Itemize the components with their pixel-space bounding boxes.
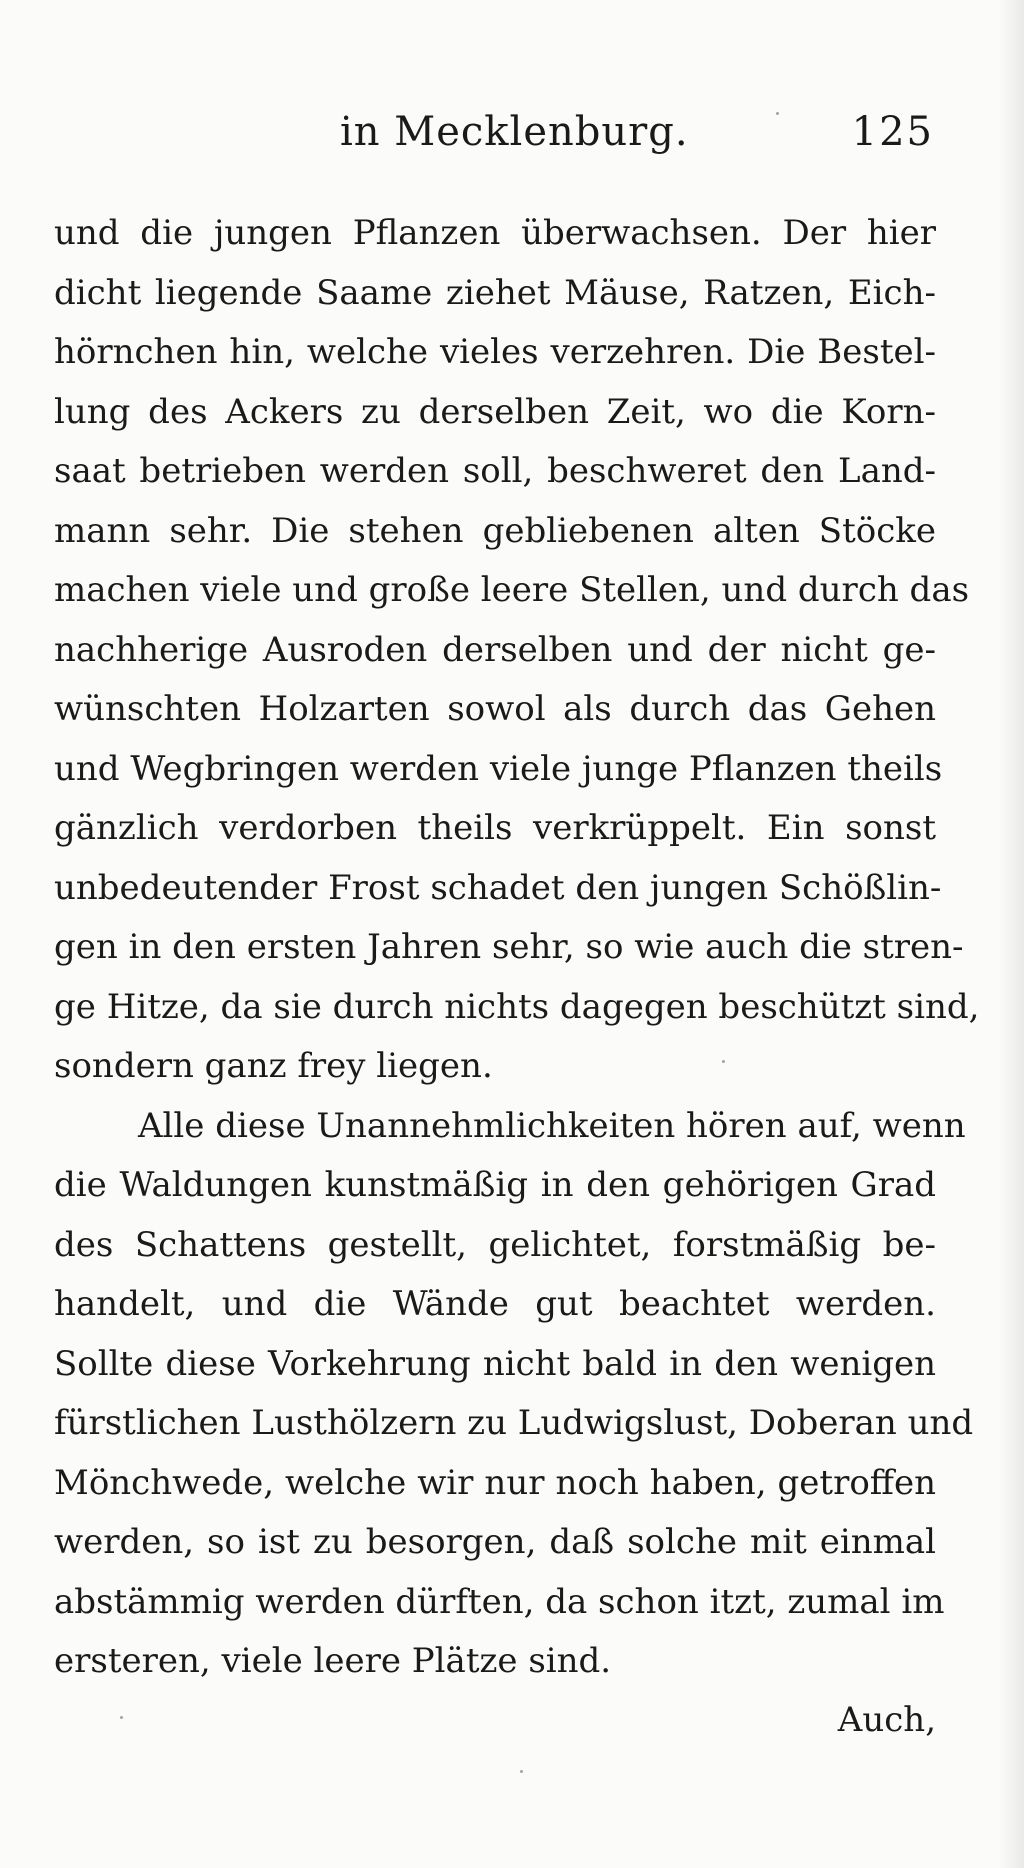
text-line: hörnchen hin, welche vieles verzehren. Die Bestel- xyxy=(54,332,936,372)
text-line: Alle diese Unannehmlichkeiten hören auf, wenn xyxy=(138,1105,966,1146)
text-line: gänzlich verdorben theils verkrüppelt. Ein sonst xyxy=(54,808,936,848)
paragraph-1 xyxy=(54,204,980,1097)
page-header xyxy=(54,102,934,162)
page-number: 125 xyxy=(851,109,934,155)
catchword: Auch, xyxy=(837,1700,936,1740)
text-line: lung des Ackers zu derselben Zeit, wo die Korn- xyxy=(54,391,936,432)
text-line: sondern ganz frey liegen. xyxy=(54,1046,493,1086)
text-line: unbedeutender Frost schadet den jungen Schößlin- xyxy=(54,867,942,908)
paper-speck xyxy=(520,1770,523,1773)
text-line: ge Hitze, da sie durch nichts dagegen beschützt sind, xyxy=(54,986,980,1027)
text-line: machen viele und große leere Stellen, und durch das xyxy=(54,570,970,610)
paper-speck xyxy=(776,112,779,115)
text-line: wünschten Holzarten sowol als durch das Gehen xyxy=(54,689,936,729)
text-line: abstämmig werden dürften, da schon itzt, zumal im xyxy=(54,1581,945,1622)
text-line: und Wegbringen werden viele junge Pflanzen theils xyxy=(54,748,943,789)
text-line: Sollte diese Vorkehrung nicht bald in den wenigen xyxy=(54,1343,936,1384)
text-line: des Schattens gestellt, gelichtet, forstmäßig be- xyxy=(54,1224,936,1265)
paper-speck xyxy=(722,1060,725,1063)
text-line: werden, so ist zu besorgen, daß solche mit einmal xyxy=(54,1522,936,1562)
text-line: Mönchwede, welche wir nur noch haben, getroffen xyxy=(54,1462,936,1503)
paper-speck xyxy=(120,1716,123,1719)
running-title: in Mecklenburg. xyxy=(340,109,689,155)
text-line: mann sehr. Die stehen gebliebenen alten Stöcke xyxy=(54,510,936,551)
text-line: fürstlichen Lusthölzern zu Ludwigslust, Doberan und xyxy=(54,1403,974,1443)
paragraph-2 xyxy=(54,1097,974,1692)
text-line: und die jungen Pflanzen überwachsen. Der hier xyxy=(54,213,936,253)
text-line: ersteren, viele leere Plätze sind. xyxy=(54,1641,612,1681)
text-line: dicht liegende Saame ziehet Mäuse, Ratzen, Eich- xyxy=(54,272,936,313)
text-line: handelt, und die Wände gut beachtet werden. xyxy=(54,1284,936,1324)
text-line: die Waldungen kunstmäßig in den gehörigen Grad xyxy=(54,1165,936,1205)
text-line: gen in den ersten Jahren sehr, so wie auch die stren- xyxy=(54,927,964,967)
text-line: saat betrieben werden soll, beschweret den Land- xyxy=(54,451,936,491)
body-text xyxy=(54,204,980,1692)
text-line: nachherige Ausroden derselben und der nicht ge- xyxy=(54,629,936,670)
page-edge-shadow xyxy=(998,0,1024,1868)
